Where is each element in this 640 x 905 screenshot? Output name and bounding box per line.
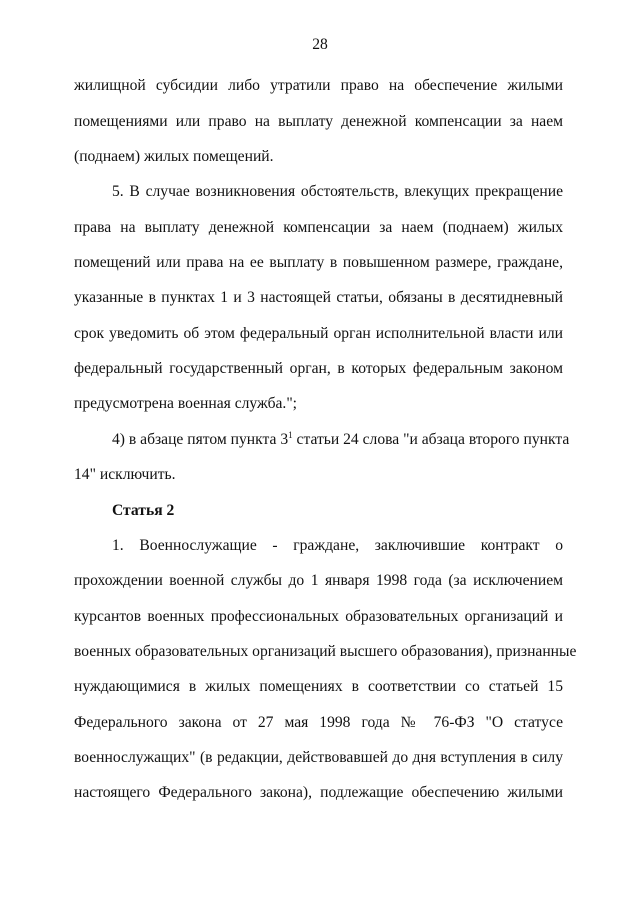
paragraph-start-line (112, 430, 570, 450)
text-line: прохождении военной службы до 1 января 1998 года (за исключением (74, 572, 563, 589)
text-line: нуждающимися в жилых помещениях в соответствии со статьей 15 (74, 678, 563, 695)
text-line: права на выплату денежной компенсации за наем (поднаем) жилых (74, 219, 563, 236)
text-line: военных образовательных организаций высшего образования), признанные (74, 643, 577, 660)
text-line: Федерального закона от 27 мая 1998 года № 76-ФЗ "О статусе (74, 714, 563, 731)
text-line: федеральный государственный орган, в которых федеральным законом (74, 360, 563, 377)
text-fragment: 4) в абзаце пятом пункта 3 (112, 431, 289, 448)
page-number: 28 (312, 36, 328, 53)
text-line: помещениями или право на выплату денежной компенсации за наем (74, 113, 563, 130)
text-line: указанные в пунктах 1 и 3 настоящей статьи, обязаны в десятидневный (74, 289, 563, 306)
text-line: срок уведомить об этом федеральный орган исполнительной власти или (74, 325, 563, 342)
text-line: курсантов военных профессиональных образовательных организаций и (74, 608, 563, 625)
text-line: (поднаем) жилых помещений. (74, 148, 274, 165)
paragraph-start-line: 5. В случае возникновения обстоятельств, влекущих прекращение (112, 183, 563, 200)
paragraph-start-line: 1. Военнослужащие - граждане, заключившие контракт о (112, 537, 563, 554)
text-line: настоящего Федерального закона), подлежащие обеспечению жилыми (74, 784, 563, 801)
text-line: жилищной субсидии либо утратили право на обеспечение жилыми (74, 77, 563, 94)
article-heading: Статья 2 (112, 502, 175, 519)
text-line: 14" исключить. (74, 466, 176, 483)
superscript: 1 (288, 430, 293, 440)
text-line: помещений или права на ее выплату в повышенном размере, граждане, (74, 254, 563, 271)
text-fragment: статьи 24 слова "и абзаца второго пункта (292, 431, 570, 448)
text-line: военнослужащих" (в редакции, действовавшей до дня вступления в силу (74, 749, 563, 766)
text-line: предусмотрена военная служба."; (74, 395, 298, 412)
